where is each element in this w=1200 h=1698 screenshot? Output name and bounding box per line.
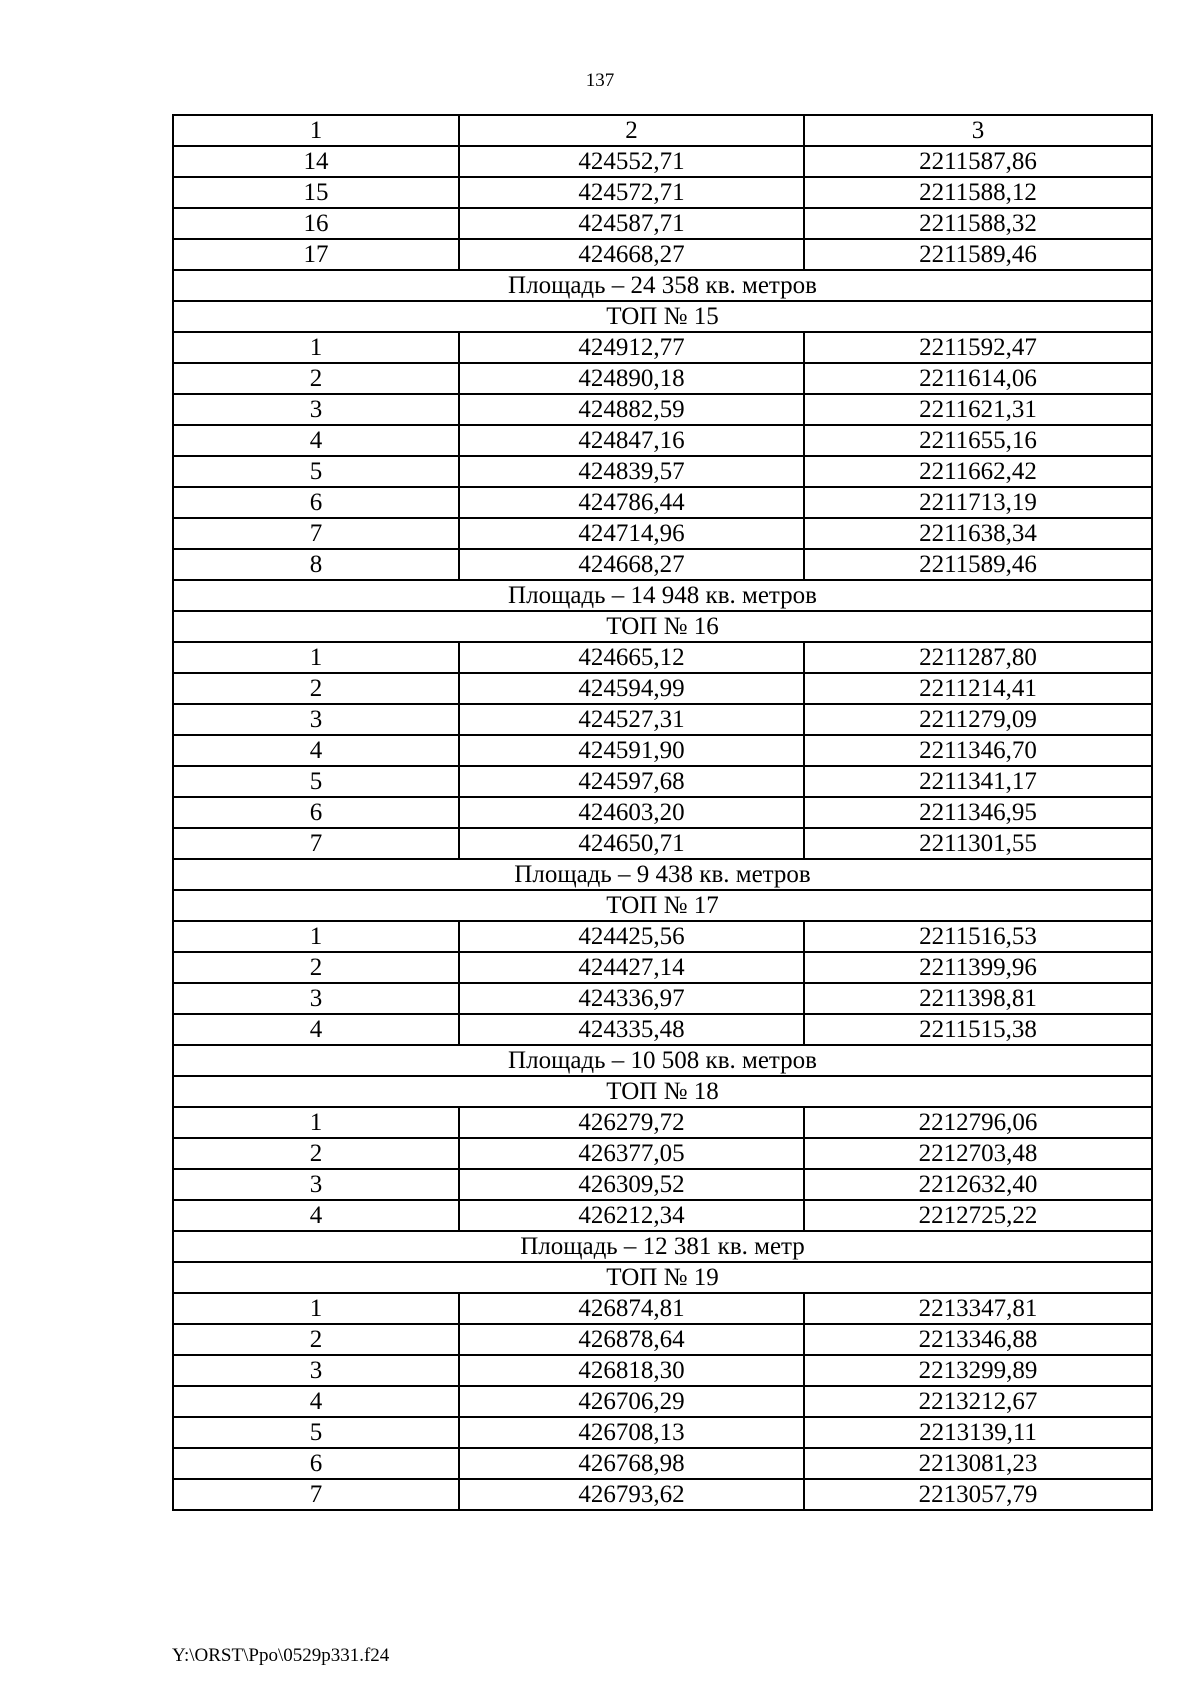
point-number-cell: 2: [173, 1138, 459, 1169]
x-coordinate-cell: 424425,56: [459, 921, 804, 952]
y-coordinate-cell: 2213139,11: [804, 1417, 1152, 1448]
y-coordinate-cell: 2212632,40: [804, 1169, 1152, 1200]
table-row: [173, 146, 1152, 177]
y-coordinate-cell: 2211515,38: [804, 1014, 1152, 1045]
point-number-cell: 7: [173, 518, 459, 549]
point-number-cell: 14: [173, 146, 459, 177]
x-coordinate-cell: 424336,97: [459, 983, 804, 1014]
table-row: [173, 394, 1152, 425]
point-number-cell: 1: [173, 1293, 459, 1324]
header-cell: 2: [459, 115, 804, 146]
table-row: [173, 1355, 1152, 1386]
y-coordinate-cell: 2211589,46: [804, 239, 1152, 270]
y-coordinate-cell: 2213212,67: [804, 1386, 1152, 1417]
point-number-cell: 1: [173, 332, 459, 363]
x-coordinate-cell: 426878,64: [459, 1324, 804, 1355]
area-label: Площадь – 14 948 кв. метров: [173, 580, 1152, 611]
y-coordinate-cell: 2211398,81: [804, 983, 1152, 1014]
table-row: [173, 983, 1152, 1014]
table-row: [173, 208, 1152, 239]
area-row: [173, 270, 1152, 301]
point-number-cell: 3: [173, 1355, 459, 1386]
page-number: 137: [585, 70, 615, 91]
point-number-cell: 6: [173, 487, 459, 518]
point-number-cell: 1: [173, 1107, 459, 1138]
table-row: [173, 642, 1152, 673]
table-row: [173, 332, 1152, 363]
table-row: [173, 425, 1152, 456]
table-row: [173, 1107, 1152, 1138]
x-coordinate-cell: 424912,77: [459, 332, 804, 363]
x-coordinate-cell: 424882,59: [459, 394, 804, 425]
point-number-cell: 6: [173, 1448, 459, 1479]
section-title: ТОП № 17: [173, 890, 1152, 921]
y-coordinate-cell: 2211662,42: [804, 456, 1152, 487]
x-coordinate-cell: 426708,13: [459, 1417, 804, 1448]
point-number-cell: 2: [173, 952, 459, 983]
area-row: [173, 580, 1152, 611]
y-coordinate-cell: 2211346,95: [804, 797, 1152, 828]
point-number-cell: 7: [173, 1479, 459, 1510]
table-row: [173, 363, 1152, 394]
section-title: ТОП № 16: [173, 611, 1152, 642]
x-coordinate-cell: 424591,90: [459, 735, 804, 766]
area-row: [173, 859, 1152, 890]
file-path-footer: Y:\ORST\Ppo\0529p331.f24: [172, 1645, 390, 1666]
area-label: Площадь – 10 508 кв. метров: [173, 1045, 1152, 1076]
table-row: [173, 177, 1152, 208]
section-title-row: [173, 301, 1152, 332]
point-number-cell: 4: [173, 1386, 459, 1417]
x-coordinate-cell: 424597,68: [459, 766, 804, 797]
table-row: [173, 704, 1152, 735]
header-cell: 1: [173, 115, 459, 146]
y-coordinate-cell: 2211713,19: [804, 487, 1152, 518]
x-coordinate-cell: 424839,57: [459, 456, 804, 487]
table-row: [173, 673, 1152, 704]
area-label: Площадь – 12 381 кв. метр: [173, 1231, 1152, 1262]
section-title: ТОП № 15: [173, 301, 1152, 332]
point-number-cell: 15: [173, 177, 459, 208]
header-cell: 3: [804, 115, 1152, 146]
table-row: [173, 921, 1152, 952]
y-coordinate-cell: 2211399,96: [804, 952, 1152, 983]
table-row: [173, 1324, 1152, 1355]
point-number-cell: 2: [173, 673, 459, 704]
point-number-cell: 6: [173, 797, 459, 828]
x-coordinate-cell: 424665,12: [459, 642, 804, 673]
x-coordinate-cell: 426793,62: [459, 1479, 804, 1510]
point-number-cell: 3: [173, 983, 459, 1014]
section-title-row: [173, 611, 1152, 642]
area-label: Площадь – 24 358 кв. метров: [173, 270, 1152, 301]
x-coordinate-cell: 424668,27: [459, 239, 804, 270]
point-number-cell: 5: [173, 456, 459, 487]
x-coordinate-cell: 424603,20: [459, 797, 804, 828]
x-coordinate-cell: 426377,05: [459, 1138, 804, 1169]
y-coordinate-cell: 2212703,48: [804, 1138, 1152, 1169]
x-coordinate-cell: 426874,81: [459, 1293, 804, 1324]
x-coordinate-cell: 426212,34: [459, 1200, 804, 1231]
table-row: [173, 1169, 1152, 1200]
x-coordinate-cell: 426706,29: [459, 1386, 804, 1417]
section-title-row: [173, 1262, 1152, 1293]
x-coordinate-cell: 426309,52: [459, 1169, 804, 1200]
y-coordinate-cell: 2211341,17: [804, 766, 1152, 797]
point-number-cell: 1: [173, 921, 459, 952]
table-row: [173, 828, 1152, 859]
table-row: [173, 952, 1152, 983]
table-row: [173, 239, 1152, 270]
y-coordinate-cell: 2211214,41: [804, 673, 1152, 704]
y-coordinate-cell: 2211588,32: [804, 208, 1152, 239]
y-coordinate-cell: 2211346,70: [804, 735, 1152, 766]
table-header-row: [173, 115, 1152, 146]
point-number-cell: 4: [173, 1014, 459, 1045]
area-row: [173, 1045, 1152, 1076]
x-coordinate-cell: 426818,30: [459, 1355, 804, 1386]
point-number-cell: 1: [173, 642, 459, 673]
y-coordinate-cell: 2213299,89: [804, 1355, 1152, 1386]
x-coordinate-cell: 426279,72: [459, 1107, 804, 1138]
table-row: [173, 1200, 1152, 1231]
table-row: [173, 1479, 1152, 1510]
x-coordinate-cell: 424427,14: [459, 952, 804, 983]
area-row: [173, 1231, 1152, 1262]
y-coordinate-cell: 2211655,16: [804, 425, 1152, 456]
y-coordinate-cell: 2211588,12: [804, 177, 1152, 208]
x-coordinate-cell: 424335,48: [459, 1014, 804, 1045]
point-number-cell: 5: [173, 766, 459, 797]
point-number-cell: 3: [173, 704, 459, 735]
table-row: [173, 797, 1152, 828]
table-row: [173, 1014, 1152, 1045]
point-number-cell: 7: [173, 828, 459, 859]
x-coordinate-cell: 424847,16: [459, 425, 804, 456]
y-coordinate-cell: 2211516,53: [804, 921, 1152, 952]
x-coordinate-cell: 424650,71: [459, 828, 804, 859]
x-coordinate-cell: 424668,27: [459, 549, 804, 580]
x-coordinate-cell: 426768,98: [459, 1448, 804, 1479]
y-coordinate-cell: 2213057,79: [804, 1479, 1152, 1510]
y-coordinate-cell: 2213081,23: [804, 1448, 1152, 1479]
table-row: [173, 735, 1152, 766]
table-row: [173, 1293, 1152, 1324]
y-coordinate-cell: 2212796,06: [804, 1107, 1152, 1138]
x-coordinate-cell: 424527,31: [459, 704, 804, 735]
y-coordinate-cell: 2211592,47: [804, 332, 1152, 363]
x-coordinate-cell: 424594,99: [459, 673, 804, 704]
point-number-cell: 5: [173, 1417, 459, 1448]
x-coordinate-cell: 424890,18: [459, 363, 804, 394]
point-number-cell: 16: [173, 208, 459, 239]
table-row: [173, 456, 1152, 487]
section-title-row: [173, 890, 1152, 921]
area-label: Площадь – 9 438 кв. метров: [173, 859, 1152, 890]
point-number-cell: 3: [173, 1169, 459, 1200]
y-coordinate-cell: 2211279,09: [804, 704, 1152, 735]
y-coordinate-cell: 2211287,80: [804, 642, 1152, 673]
coordinates-table: [172, 114, 1153, 1511]
table-row: [173, 766, 1152, 797]
section-title: ТОП № 19: [173, 1262, 1152, 1293]
table-row: [173, 1138, 1152, 1169]
y-coordinate-cell: 2211638,34: [804, 518, 1152, 549]
y-coordinate-cell: 2211614,06: [804, 363, 1152, 394]
y-coordinate-cell: 2212725,22: [804, 1200, 1152, 1231]
y-coordinate-cell: 2213347,81: [804, 1293, 1152, 1324]
x-coordinate-cell: 424714,96: [459, 518, 804, 549]
x-coordinate-cell: 424572,71: [459, 177, 804, 208]
table-row: [173, 1386, 1152, 1417]
y-coordinate-cell: 2213346,88: [804, 1324, 1152, 1355]
table-row: [173, 1448, 1152, 1479]
table-row: [173, 518, 1152, 549]
section-title: ТОП № 18: [173, 1076, 1152, 1107]
y-coordinate-cell: 2211301,55: [804, 828, 1152, 859]
section-title-row: [173, 1076, 1152, 1107]
table-row: [173, 549, 1152, 580]
point-number-cell: 2: [173, 1324, 459, 1355]
point-number-cell: 3: [173, 394, 459, 425]
x-coordinate-cell: 424587,71: [459, 208, 804, 239]
y-coordinate-cell: 2211587,86: [804, 146, 1152, 177]
x-coordinate-cell: 424786,44: [459, 487, 804, 518]
table-row: [173, 1417, 1152, 1448]
point-number-cell: 8: [173, 549, 459, 580]
x-coordinate-cell: 424552,71: [459, 146, 804, 177]
y-coordinate-cell: 2211621,31: [804, 394, 1152, 425]
point-number-cell: 2: [173, 363, 459, 394]
point-number-cell: 17: [173, 239, 459, 270]
point-number-cell: 4: [173, 735, 459, 766]
point-number-cell: 4: [173, 1200, 459, 1231]
point-number-cell: 4: [173, 425, 459, 456]
table-row: [173, 487, 1152, 518]
y-coordinate-cell: 2211589,46: [804, 549, 1152, 580]
